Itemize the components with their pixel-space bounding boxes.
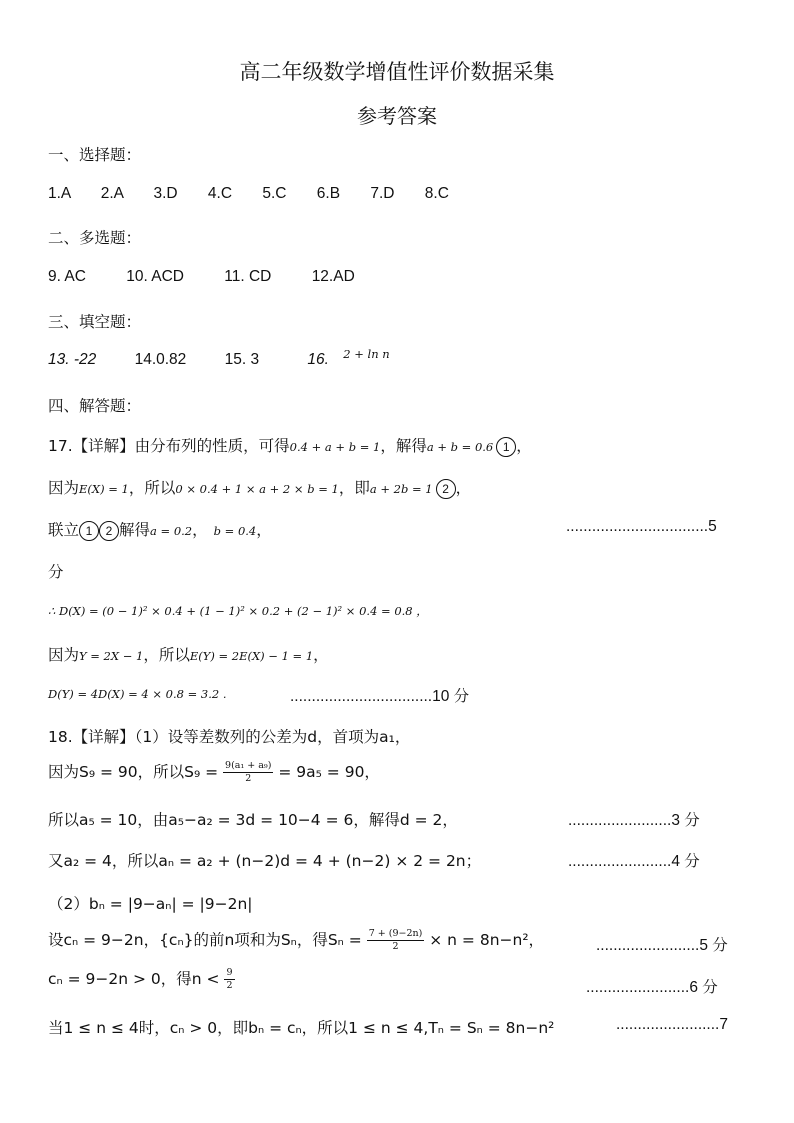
answer-item: 12.AD xyxy=(311,268,355,285)
q17-text: 联立 xyxy=(48,521,80,539)
q17-formula: a + 2b = 1 xyxy=(369,482,433,496)
q17-text: ， xyxy=(192,521,208,539)
q18-line-6 xyxy=(48,928,544,953)
fraction-denominator: 2 xyxy=(245,773,252,784)
score-marker: ........................4 分 xyxy=(568,853,700,870)
answer-item: 3.D xyxy=(153,185,178,202)
q17-line-1 xyxy=(48,434,532,457)
q18-line-1: 18.【详解】（1）设等差数列的公差为d，首项为a₁， xyxy=(48,728,411,746)
q17-line-4: 分 xyxy=(48,563,64,581)
q17-text: ， xyxy=(455,479,472,497)
fraction-numerator: 7 + (9−2n) xyxy=(368,928,423,939)
fraction xyxy=(224,967,234,992)
q17-variance-formula: ∴ D(X) = (0 − 1)² × 0.4 + (1 − 1)² × 0.2 + (2 − 1)² × 0.4 = 0.8 ， xyxy=(48,604,428,618)
q17-text: ，即 xyxy=(338,479,370,497)
answer-item: 9. AC xyxy=(48,268,86,285)
q17-text: ，解得 xyxy=(380,437,427,455)
answer-item: 14.0.82 xyxy=(134,351,187,368)
q17-formula: E(X) = 1 xyxy=(79,482,129,496)
q18-line-7 xyxy=(48,967,235,992)
q17-text: ， xyxy=(516,437,532,455)
fraction-denominator: 2 xyxy=(226,980,233,991)
page-subtitle: 参考答案 xyxy=(357,104,437,128)
score-marker: ........................6 分 xyxy=(586,979,718,996)
q17-formula: 0.4 + a + b = 1 xyxy=(289,440,381,454)
q17-text: ， xyxy=(313,646,329,664)
q17-formula: E(Y) = 2E(X) − 1 = 1 xyxy=(189,649,314,663)
q17-final-formula: D(Y) = 4D(X) = 4 × 0.8 = 3.2 . xyxy=(48,687,227,701)
answer-item: 15. 3 xyxy=(224,351,260,368)
q18-text: cₙ = 9−2n > 0，得n < xyxy=(48,970,220,988)
q18-text: 因为S₉ = 90，所以S₉ = xyxy=(48,763,219,781)
q18-text: = 9a₅ = 90， xyxy=(278,763,380,781)
q17-formula: b = 0.4 xyxy=(213,524,257,538)
answer-item: 7.D xyxy=(370,185,395,202)
answer-item: 11. CD xyxy=(224,268,272,285)
answer-item: 4.C xyxy=(207,185,233,202)
circled-number: 1 xyxy=(79,521,99,541)
q17-line-2 xyxy=(48,476,471,499)
q17-line-3 xyxy=(48,518,272,541)
q18-text: 设cₙ = 9−2n，{cₙ}的前n项和为Sₙ，得Sₙ = xyxy=(48,931,362,949)
answer-item: 16. xyxy=(307,351,329,368)
q18-line-5: （2）bₙ = |9−aₙ| = |9−2n| xyxy=(48,895,253,913)
q17-text: ， xyxy=(256,521,272,539)
multi-answers xyxy=(48,268,355,286)
q18-line-8: 当1 ≤ n ≤ 4时，cₙ > 0，即bₙ = cₙ，所以1 ≤ n ≤ 4,Tₙ = Sₙ = 8n−n² xyxy=(48,1019,555,1037)
q17-line-6 xyxy=(48,643,329,665)
q17-text: 因为 xyxy=(48,479,80,497)
q17-text: 17.【详解】由分布列的性质，可得 xyxy=(48,437,290,455)
q17-formula: 0 × 0.4 + 1 × a + 2 × b = 1 xyxy=(175,482,339,496)
q18-line-4: 又a₂ = 4，所以aₙ = a₂ + (n−2)d = 4 + (n−2) × 2 = 2n； xyxy=(48,852,482,870)
q18-text: × n = 8n−n²， xyxy=(429,931,545,949)
answer-item: 8.C xyxy=(424,185,449,202)
fraction xyxy=(367,928,425,953)
answer-item: 2.A xyxy=(100,185,124,202)
q17-text: ，所以 xyxy=(143,646,190,664)
section-heading-choice: 一、选择题： xyxy=(48,146,142,164)
page-title: 高二年级数学增值性评价数据采集 xyxy=(239,60,555,84)
score-marker: ........................7 xyxy=(616,1016,728,1033)
fill-answers xyxy=(48,347,390,369)
q18-line-2 xyxy=(48,760,380,785)
q17-formula: a + b = 0.6 xyxy=(426,440,494,454)
q17-text: 解得 xyxy=(119,521,151,539)
answer-item: 5.C xyxy=(262,185,287,202)
answer-item: 10. ACD xyxy=(126,268,184,285)
answer-item: 13. -22 xyxy=(48,351,97,368)
score-marker: ........................5 分 xyxy=(596,937,728,954)
score-marker: .................................10 分 xyxy=(290,688,470,705)
fraction-numerator: 9(a₁ + a₉) xyxy=(225,760,272,771)
circled-number: 1 xyxy=(496,437,516,457)
answer-formula: 2 + ln n xyxy=(343,347,390,361)
q17-formula: a = 0.2 xyxy=(150,524,193,538)
q17-formula: Y = 2X − 1 xyxy=(79,649,144,663)
section-heading-fill: 三、填空题： xyxy=(48,313,142,331)
choice-answers xyxy=(48,185,449,203)
circled-number: 2 xyxy=(99,521,119,541)
q17-text: 因为 xyxy=(48,646,80,664)
q18-line-3: 所以a₅ = 10，由a₅−a₂ = 3d = 10−4 = 6，解得d = 2， xyxy=(48,811,458,829)
circled-number: 2 xyxy=(436,479,456,499)
answer-item: 1.A xyxy=(48,185,71,202)
section-heading-solution: 四、解答题： xyxy=(48,397,142,415)
score-marker: .................................5 xyxy=(566,518,717,535)
q17-text: ，所以 xyxy=(128,479,176,497)
section-heading-multi: 二、多选题： xyxy=(48,229,142,247)
fraction xyxy=(223,760,273,785)
fraction-denominator: 2 xyxy=(392,941,399,952)
score-marker: ........................3 分 xyxy=(568,812,700,829)
answer-item: 6.B xyxy=(316,185,341,202)
fraction-numerator: 9 xyxy=(226,967,233,978)
